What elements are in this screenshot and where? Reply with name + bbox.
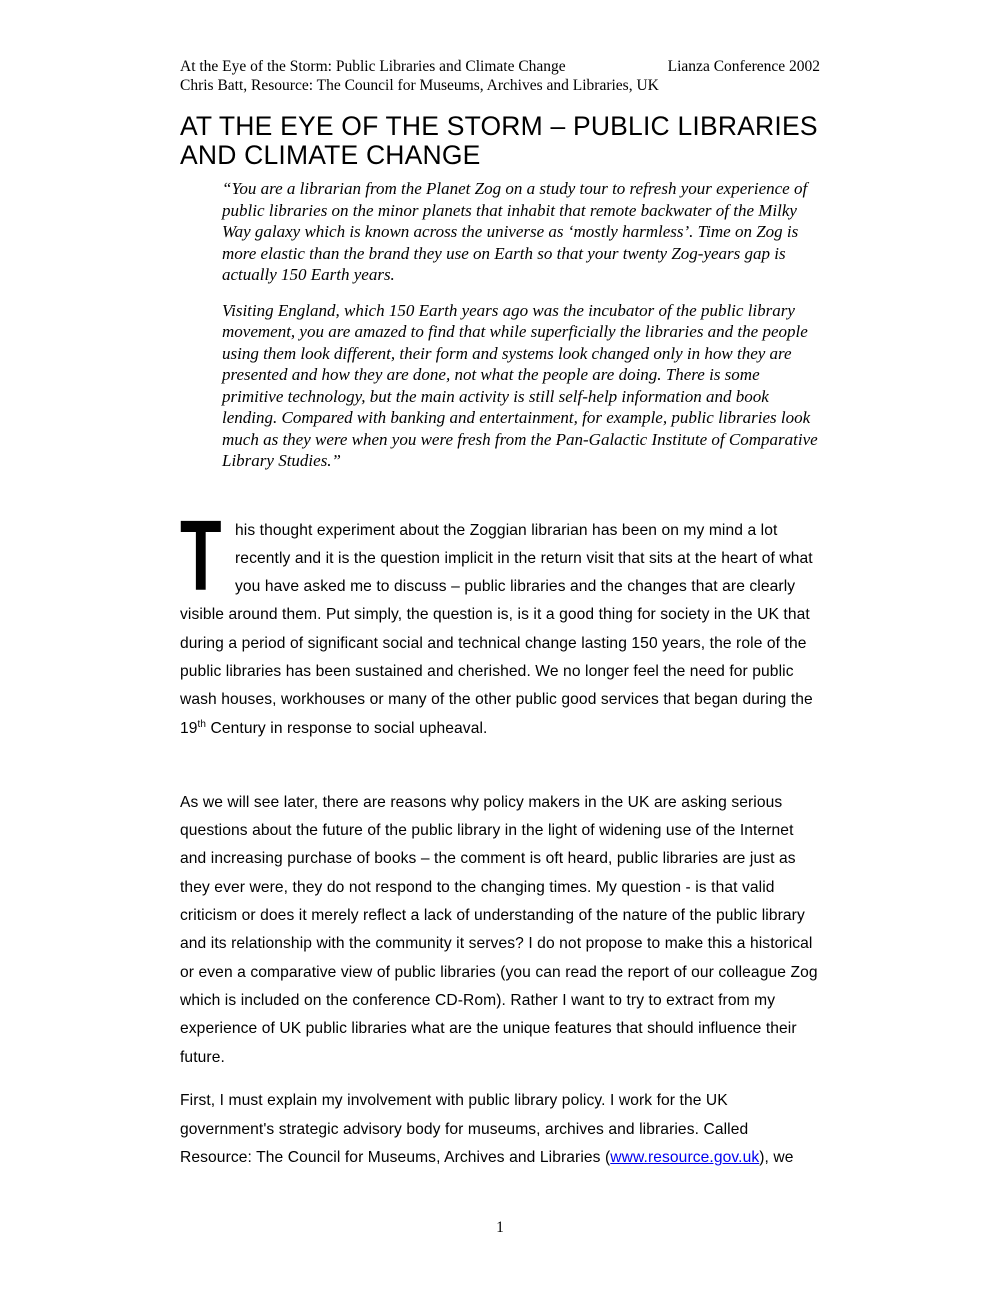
page-title-line2: AND CLIMATE CHANGE	[180, 140, 481, 170]
body-paragraph-3	[180, 1087, 820, 1172]
drop-cap-letter: T	[180, 499, 222, 612]
ordinal-suffix: th	[197, 718, 207, 730]
body-paragraph-3-text-after: ), we	[759, 1149, 794, 1167]
resource-website-link[interactable]: www.resource.gov.uk	[610, 1149, 760, 1167]
quote-paragraph-2: Visiting England, which 150 Earth years ago was the incubator of the public library movement, you are amazed to find that while superficially the libraries and the people using them look different, their form and systems look changed only in how they are presented and how they are done, not what the people are doing. There is some primitive technology, but the main activity is still self-help information and book lending. Compared with banking and entertainment, for example, public libraries look much as they were when you were fresh from the Pan-Galactic Institute of Comparative Library Studies.”	[222, 300, 818, 470]
body-paragraph-1-text-after: Century in response to social upheaval.	[206, 719, 488, 737]
running-head	[180, 57, 820, 95]
page-title	[180, 112, 820, 170]
body-paragraph-1-text: his thought experiment about the Zoggian librarian has been on my mind a lot recently and it is the question implicit in the return visit that sits at the heart of what you have asked me to discuss – public libraries and the changes that are clearly visible around them. Put simply, the question is, is it a good thing for society in the UK that during a period of significant social and technical change lasting 150 years, the role of the public libraries has been sustained and cherished. We no longer feel the need for public wash houses, workhouses or many of the other public good services that began during the 19	[180, 521, 813, 737]
running-head-line1	[180, 57, 820, 76]
body-paragraph-3-text: First, I must explain my involvement with public library policy. I work for the UK government's strategic advisory body for museums, archives and libraries. Called Resource: The Council for Museums, Archives and Libraries (	[180, 1092, 749, 1167]
running-head-author: Chris Batt, Resource: The Council for Museums, Archives and Libraries, UK	[180, 77, 659, 94]
body-paragraph-1	[180, 499, 820, 743]
drop-cap	[180, 499, 222, 612]
page-number: 1	[496, 1219, 504, 1236]
running-head-title: At the Eye of the Storm: Public Libraries and Climate Change	[180, 58, 566, 75]
body-paragraph-2: As we will see later, there are reasons why policy makers in the UK are asking serious questions about the future of the public library in the light of widening use of the Internet and increasing purchase of books – the comment is oft heard, public libraries are just as they ever were, they do not respond to the changing times. My question - is that valid criticism or does it merely reflect a lack of understanding of the nature of the public library and its relationship with the community it serves? I do not propose to make this a historical or even a comparative view of public libraries (you can read the report of our colleague Zog which is included on the conference CD-Rom). Rather I want to try to extract from my experience of UK public libraries what are the unique features that should influence their future.	[180, 793, 818, 1066]
page-title-line1: AT THE EYE OF THE STORM – PUBLIC LIBRARIES	[180, 111, 818, 141]
quote-paragraph-1: “You are a librarian from the Planet Zog on a study tour to refresh your experience of public libraries on the minor planets that inhabit that remote backwater of the Milky Way galaxy which is known across the universe as ‘mostly harmless’. Time on Zog is more elastic than the brand they use on Earth so that your twenty Zog-years gap is actually 150 Earth years.	[222, 179, 808, 284]
running-head-conference: Lianza Conference 2002	[667, 58, 820, 75]
page-content	[180, 57, 820, 1188]
